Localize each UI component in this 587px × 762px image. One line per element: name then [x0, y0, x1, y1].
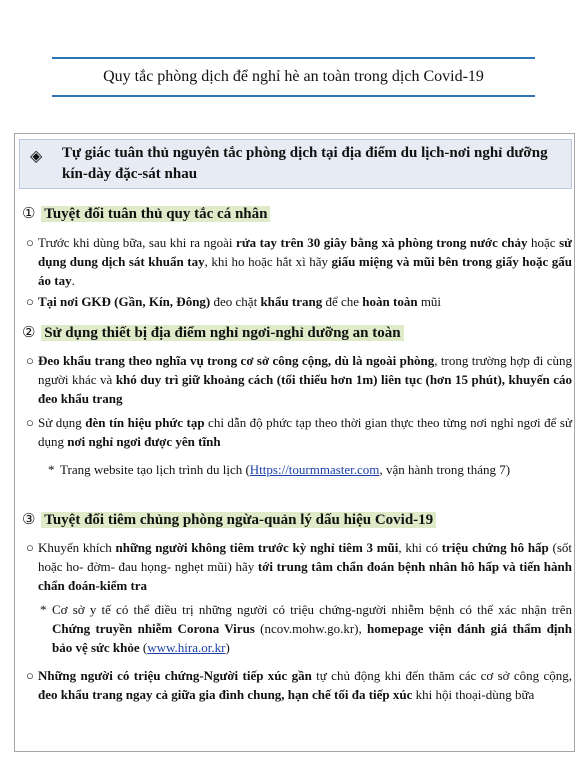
title-block — [52, 57, 535, 97]
bullet-icon: ○ — [26, 353, 34, 368]
section-2-number: ② — [22, 325, 36, 341]
text-run: đeo chặt — [210, 294, 261, 309]
section-2-paragraph-1 — [26, 351, 572, 408]
text-run: (sốt hoặc ho- đờm- đau họng- nghẹt mũi) hãy — [38, 540, 572, 574]
text-run: , trong trường hợp đi cùng người khác và — [38, 353, 573, 387]
section-3-note — [40, 600, 572, 657]
text-run: Trước khi dùng bữa, sau khi ra ngoài — [38, 235, 237, 250]
text-run-bold: tới trung tâm chẩn đoán bệnh nhân hô hấp và tiến hành chẩn đoán-kiểm tra — [38, 559, 572, 593]
text-run: Cơ sở y tế có thể điều trị những người có triệu chứng-người nhiễm bệnh có thể xác nhận trên — [52, 602, 572, 617]
hira-link[interactable]: www.hira.or.kr — [147, 640, 226, 655]
bullet-icon: ○ — [26, 415, 34, 430]
text-run: chỉ dẫn độ phức tạp theo thời gian thực theo từng nơi nghỉ ngơi để sử dụng — [38, 415, 573, 449]
text-run-bold: homepage viện đánh giá thẩm định bảo vệ sức khỏe — [52, 621, 572, 655]
text-run: để che — [322, 294, 363, 309]
text-run: Sử dụng — [38, 415, 86, 430]
section-3-paragraph-1 — [26, 538, 572, 595]
bullet-icon: ○ — [26, 540, 34, 555]
text-run-bold: sử dụng dung dịch sát khuẩn tay — [38, 235, 572, 269]
diamond-icon: ◈ — [30, 148, 43, 165]
bullet-icon: ○ — [26, 668, 34, 683]
section-2-note — [48, 460, 572, 479]
text-run-bold: nơi nghỉ ngơi được yên tĩnh — [67, 434, 221, 449]
text-run: , khi có — [398, 540, 442, 555]
text-run: khi hội thoại-dùng bữa — [412, 687, 535, 702]
text-run: , khi ho hoặc hắt xì hãy — [204, 254, 332, 269]
text-run: , vận hành trong tháng 7) — [379, 462, 511, 477]
section-2-title: Sử dụng thiết bị địa điểm nghỉ ngơi-nghỉ dưỡng an toàn — [41, 325, 403, 341]
text-run-bold: hoàn toàn — [362, 294, 418, 309]
section-1-paragraph-1 — [26, 233, 572, 290]
text-run: mũi — [417, 294, 442, 309]
text-run: ( — [139, 640, 148, 655]
text-run-bold: triệu chứng hô hấp — [441, 540, 549, 555]
text-run-bold: những người không tiêm trước kỳ nghỉ tiêm 3 mũi — [115, 540, 399, 555]
text-run-bold: Những người có triệu chứng-Người tiếp xúc gần — [38, 668, 312, 683]
section-1-title: Tuyệt đối tuân thủ quy tắc cá nhân — [41, 206, 270, 222]
text-run-bold: rửa tay trên 30 giây bằng xà phòng trong nước chảy — [236, 235, 528, 250]
section-1-heading — [22, 203, 270, 225]
section-2-heading — [22, 322, 404, 344]
page-title: Quy tắc phòng dịch để nghỉ hè an toàn trong dịch Covid-19 — [103, 68, 484, 85]
asterisk-icon: * — [40, 602, 47, 617]
section-1-number: ① — [22, 206, 36, 222]
section-3-paragraph-2 — [26, 666, 572, 704]
title-bottom-rule — [52, 95, 535, 97]
text-run-bold: đeo khẩu trang ngay cả giữa gia đình chung, hạn chế tối đa tiếp xúc — [38, 687, 413, 702]
text-run: . — [71, 273, 75, 288]
bullet-icon: ○ — [26, 235, 34, 250]
text-run: ) — [225, 640, 230, 655]
section-3-title: Tuyệt đối tiêm chủng phòng ngừa-quản lý dấu hiệu Covid-19 — [41, 512, 436, 528]
text-run-bold: khó duy trì giữ khoảng cách (tối thiểu hơn 1m) liên tục (hơn 15 phút), khuyến cáo đeo khẩu trang — [38, 372, 573, 406]
section-1-paragraph-2 — [26, 292, 572, 311]
header-box-text: Tự giác tuân thủ nguyên tắc phòng dịch tại địa điểm du lịch-nơi nghỉ dưỡng kín-dày đặc-sát nhau — [62, 145, 548, 182]
section-3-number: ③ — [22, 512, 36, 528]
text-run: (ncov.mohw.go.kr), — [254, 621, 368, 636]
text-run-bold: đèn tín hiệu phức tạp — [85, 415, 205, 430]
text-run: Trang website tạo lịch trình du lịch ( — [60, 462, 250, 477]
text-run: tự chủ động khi đến thăm các cơ sở công cộng, — [311, 668, 572, 683]
tourmmaster-link[interactable]: Https://tourmmaster.com — [249, 462, 380, 477]
bullet-icon: ○ — [26, 294, 34, 309]
section-3-heading — [22, 509, 436, 531]
text-run: Khuyến khích — [38, 540, 116, 555]
asterisk-icon: * — [48, 462, 55, 477]
section-2-paragraph-2 — [26, 413, 572, 451]
text-run: hoặc — [527, 235, 560, 250]
text-run-bold: giấu miệng và mũi bên trong giấy hoặc gấu áo tay — [38, 254, 573, 288]
text-run-bold: Chứng truyền nhiễm Corona Virus — [52, 621, 255, 636]
text-run-bold: Đeo khẩu trang theo nghĩa vụ trong cơ sở công cộng, dù là ngoài phòng — [38, 353, 435, 368]
text-run-bold: Tại nơi GKĐ (Gần, Kín, Đông) — [38, 294, 211, 309]
text-run-bold: khẩu trang — [260, 294, 323, 309]
header-box — [19, 139, 572, 189]
